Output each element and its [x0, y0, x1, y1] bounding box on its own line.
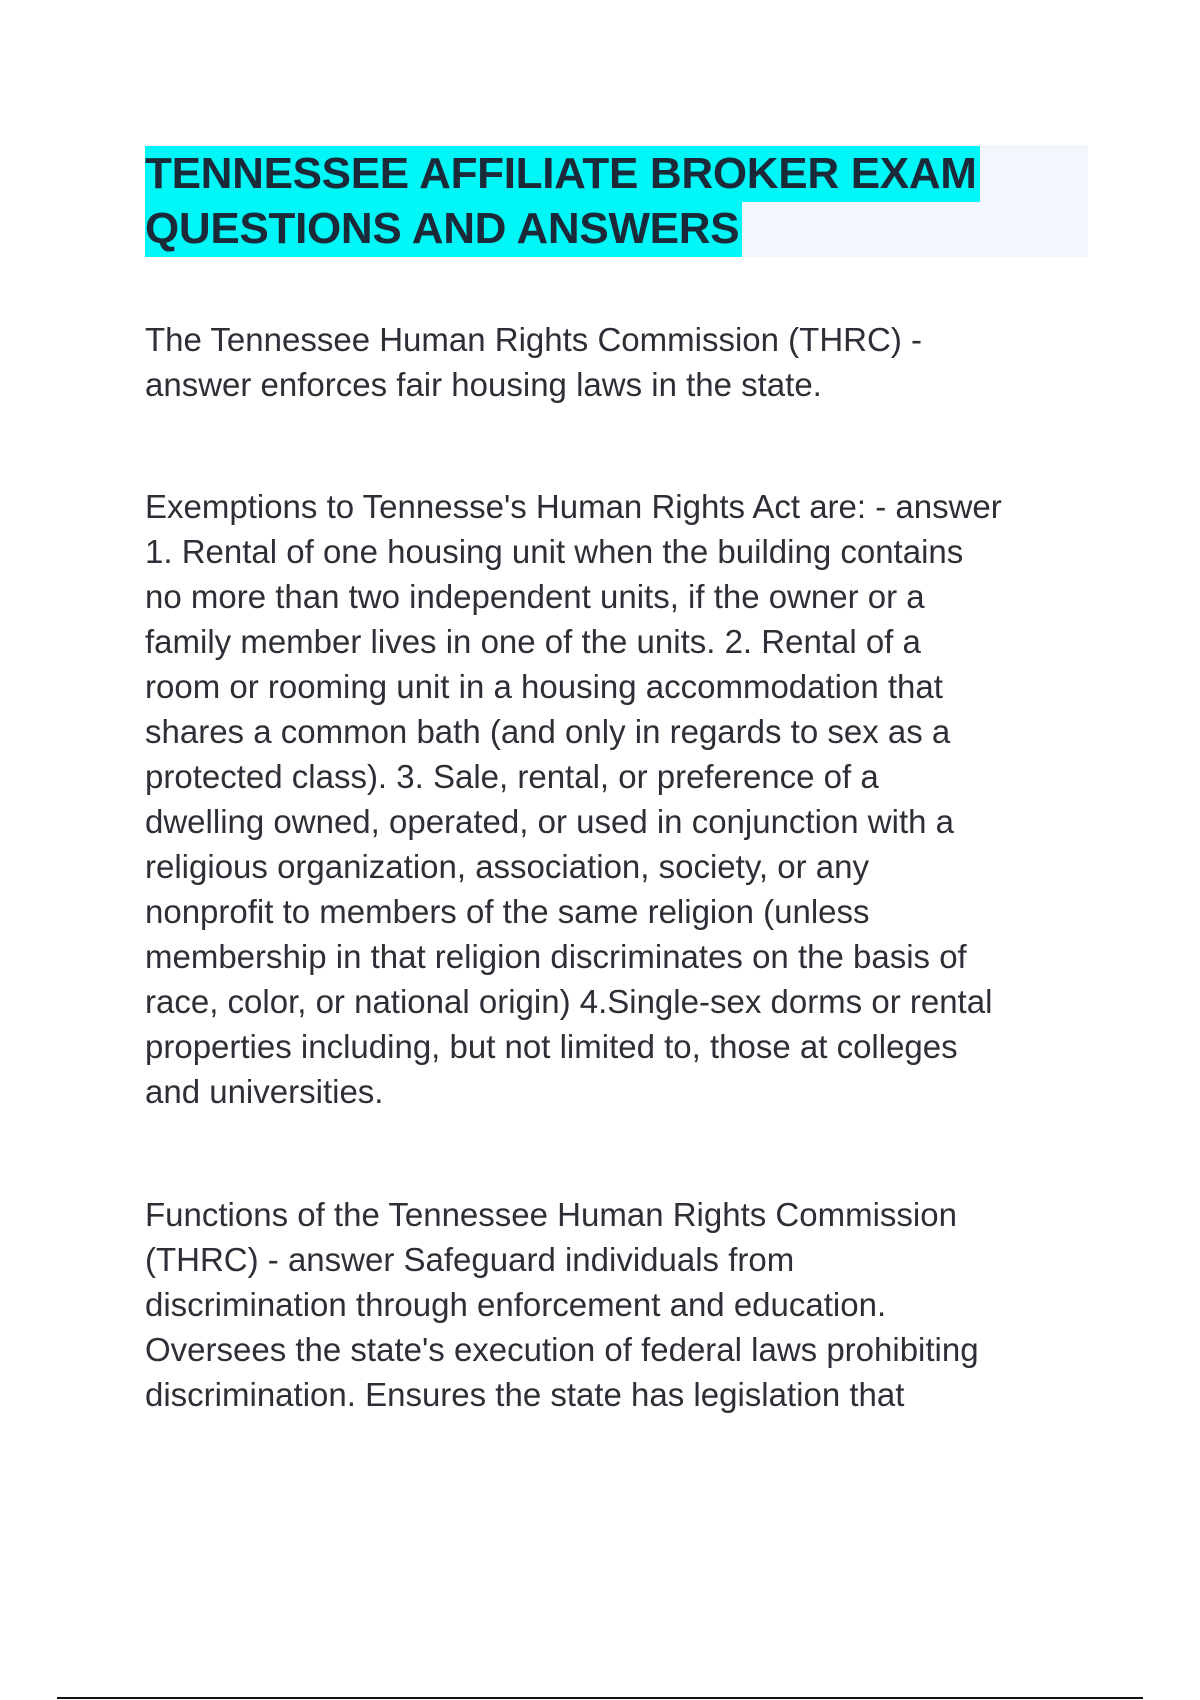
qa-entry-exemptions — [145, 484, 1105, 1114]
text-line: Exemptions to Tennesse's Human Rights Act are: - answer — [145, 488, 1002, 525]
text-line: room or rooming unit in a housing accommodation that — [145, 668, 943, 705]
text-line: membership in that religion discriminates on the basis of — [145, 938, 967, 975]
text-line: race, color, or national origin) 4.Single-sex dorms or rental — [145, 983, 993, 1020]
text-line: The Tennessee Human Rights Commission (THRC) - — [145, 321, 922, 358]
text-line: protected class). 3. Sale, rental, or preference of a — [145, 758, 879, 795]
text-line: shares a common bath (and only in regards to sex as a — [145, 713, 951, 750]
text-line: (THRC) - answer Safeguard individuals from — [145, 1241, 795, 1278]
text-line: nonprofit to members of the same religion (unless — [145, 893, 870, 930]
document-title-line-2: QUESTIONS AND ANSWERS — [145, 201, 742, 257]
text-line: properties including, but not limited to, those at colleges — [145, 1028, 958, 1065]
text-line: family member lives in one of the units. 2. Rental of a — [145, 623, 921, 660]
qa-entry-functions — [145, 1192, 1105, 1417]
text-line: dwelling owned, operated, or used in conjunction with a — [145, 803, 955, 840]
qa-entry-thrc — [145, 317, 1105, 407]
text-line: religious organization, association, society, or any — [145, 848, 869, 885]
text-line: Functions of the Tennessee Human Rights Commission — [145, 1196, 957, 1233]
text-line: discrimination through enforcement and education. — [145, 1286, 887, 1323]
text-line: 1. Rental of one housing unit when the building contains — [145, 533, 964, 570]
text-line: and universities. — [145, 1073, 384, 1110]
text-line: Oversees the state's execution of federal laws prohibiting — [145, 1331, 979, 1368]
text-line: discrimination. Ensures the state has legislation that — [145, 1376, 905, 1413]
text-line: answer enforces fair housing laws in the state. — [145, 366, 822, 403]
text-line: no more than two independent units, if the owner or a — [145, 578, 925, 615]
document-title-line-1: TENNESSEE AFFILIATE BROKER EXAM — [145, 146, 980, 202]
page-bottom-rule — [57, 1697, 1143, 1699]
